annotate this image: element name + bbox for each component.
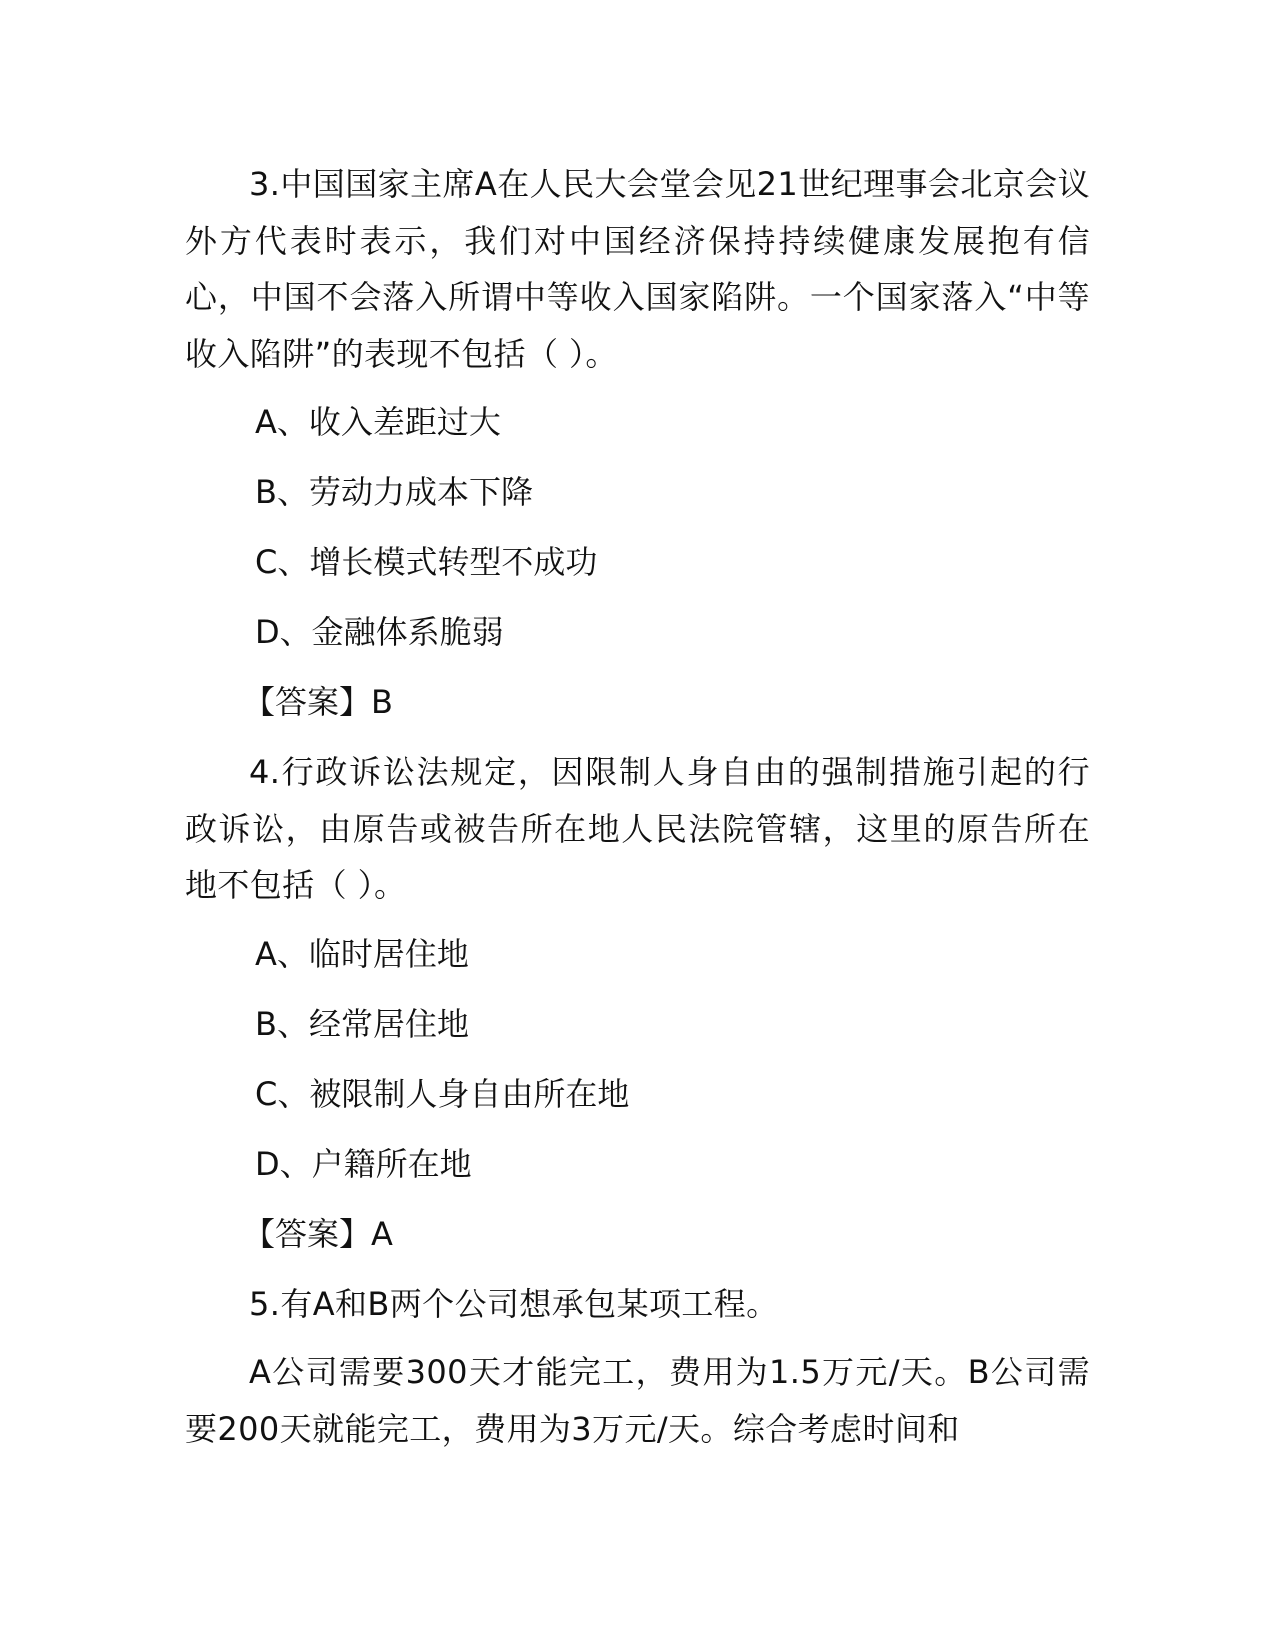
question-4-option-a: A、临时居住地 (255, 934, 469, 973)
question-3-option-c: C、增长模式转型不成功 (255, 543, 598, 581)
question-5-detail: A公司需要300天才能完工，费用为1.5万元/天。B公司需要200天就能完工，费用为3万元/天。综合考虑时间和 (185, 1353, 1090, 1448)
question-3-answer (185, 674, 1090, 730)
question-4-option-c: C、被限制人身自由所在地 (255, 1074, 630, 1113)
question-4-option-d: D、户籍所在地 (255, 1144, 472, 1183)
question-3-option-d: D、金融体系脆弱 (255, 613, 504, 651)
question-3-stem: 3.中国国家主席A在人民大会堂会见21世纪理事会北京会议外方代表时表示，我们对中国经济保持持续健康发展抱有信心，中国不会落入所谓中等收入国家陷阱。一个国家落入“中等收入陷阱”的表现不包括（ ）。 (185, 165, 1090, 373)
answer-value: A (371, 1214, 393, 1253)
question-3-option-b: B、劳动力成本下降 (255, 473, 533, 511)
answer-label: 【答案】 (243, 683, 372, 721)
question-4-option-b: B、经常居住地 (255, 1004, 469, 1043)
answer-value: B (371, 683, 393, 721)
question-3-option-a: A、收入差距过大 (255, 403, 501, 441)
question-4-stem: 4.行政诉讼法规定，因限制人身自由的强制措施引起的行政诉讼，由原告或被告所在地人民法院管辖，这里的原告所在地不包括（ ）。 (185, 753, 1090, 904)
question-5-stem: 5.有A和B两个公司想承包某项工程。 (249, 1284, 779, 1323)
document-body (185, 156, 1090, 1469)
question-4-answer (185, 1206, 1090, 1262)
answer-label: 【答案】 (243, 1214, 372, 1253)
